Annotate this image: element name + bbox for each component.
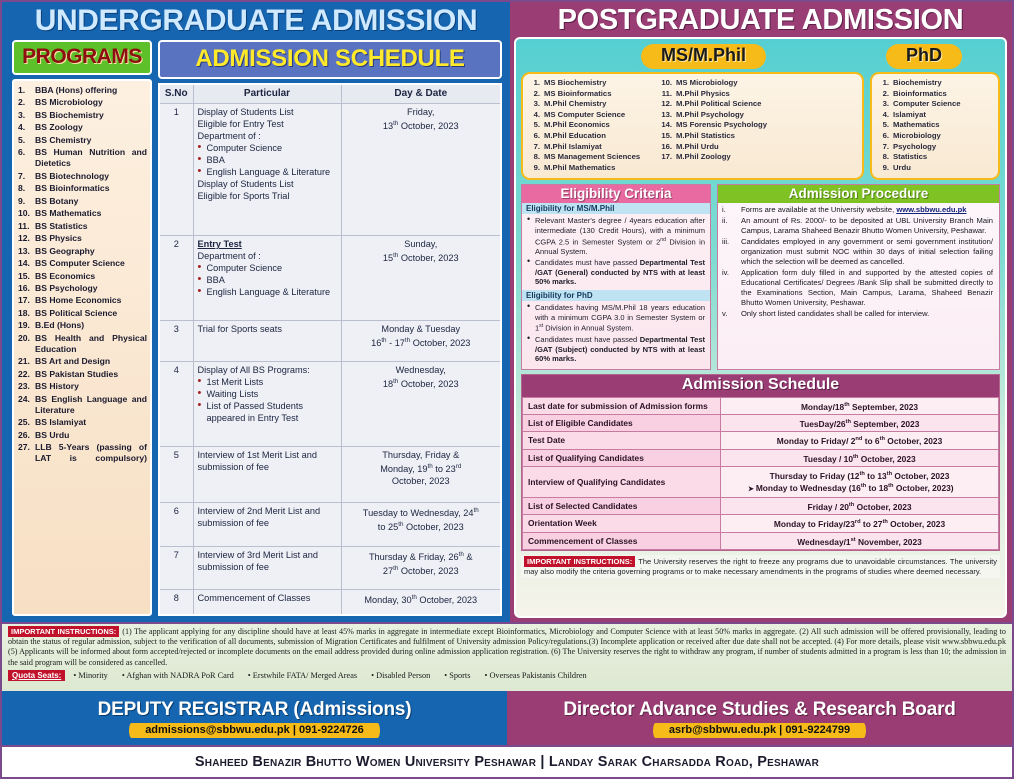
phd-program-item: 2. Bioinformatics xyxy=(882,88,947,98)
quota-item: • Disabled Person xyxy=(371,671,430,680)
schedule-item-date: Friday / 20th October, 2023 xyxy=(721,498,999,515)
postgraduate-note-text: The University reserves the right to freeze any programs due to unavoidable circumstances. The university may also modify the criteria governing programs or to make necessary amendments in the programs of studies where deemed necessary. xyxy=(524,556,997,576)
program-item xyxy=(18,122,147,133)
row-day-date: Tuesday to Wednesday, 24th to 25th October, 2023 xyxy=(341,503,501,546)
program-label: BS Botany xyxy=(35,195,79,206)
program-label: BBA (Hons) offering xyxy=(35,85,118,95)
ms-program-item: 4. MS Computer Science xyxy=(533,109,626,119)
table-row xyxy=(523,466,999,497)
program-item xyxy=(18,208,147,219)
quota-item: • Sports xyxy=(444,671,470,680)
table-row xyxy=(159,546,501,589)
program-item xyxy=(18,333,147,355)
program-label: BS Health and Physical Education xyxy=(35,332,147,354)
program-item xyxy=(18,356,147,367)
program-label: BS Physics xyxy=(35,233,82,244)
column-header: Particular xyxy=(193,84,341,104)
phd-programs-box xyxy=(870,72,1000,180)
table-row xyxy=(159,446,501,502)
schedule-item-label: Orientation Week xyxy=(523,515,721,532)
instructions-text: (1) The applicant applying for any discipline should have at least 45% marks in aggregate in intermediate except Bioinformatics, Microbiology and Computer Science with at least 50% marks in aggregate. (2) All such admission will be offered provisionally, leading to obtain the status of regular admission, subject to the verification of all documents, submission of Migration Certificates and fulfilment of University admission Policy/regulations.(3) Incomplete application or received after due date shall not be accepted. (4) For more details, please visit www.sbbwu.edu.pk (5) Applicants will be informed about form accepted/rejected or incomplete documents on the email address provided during online admission application registration. (6) The University reserves the right to withdraw any program, if number of students admitted in a program is less than 10; the admission in the said program will be considered as cancelled. xyxy=(8,627,1006,667)
schedule-item-label: Last date for submission of Admission forms xyxy=(523,398,721,415)
ms-program-item: 6. M.Phil Education xyxy=(533,130,606,140)
ms-program-item: 9. M.Phil Mathematics xyxy=(533,162,616,172)
eligibility-ms-list xyxy=(522,214,710,290)
phd-program-item: 4. Islamiyat xyxy=(882,109,926,119)
program-item xyxy=(18,246,147,257)
ms-program-item: 12. M.Phil Political Science xyxy=(661,99,762,109)
program-number: 25. xyxy=(18,417,30,428)
program-item xyxy=(18,147,147,169)
table-row xyxy=(159,589,501,615)
quota-items xyxy=(73,671,600,680)
university-address-bar xyxy=(0,747,1014,779)
quota-item: • Afghan with NADRA PoR Card xyxy=(122,671,234,680)
postgraduate-program-lists xyxy=(521,72,1000,180)
director-asrb-title: Director Advance Studies & Research Board xyxy=(563,698,956,720)
schedule-item-date: Thursday to Friday (12th to 13th October, 2023 ➤ Monday to Wednesday (16th to 18th October, 2023) xyxy=(721,466,999,497)
phd-program-item: 9. Urdu xyxy=(882,162,911,172)
program-item xyxy=(18,271,147,282)
row-particular: Entry Test Department of : • Computer Science • BBA • English Language & Literature xyxy=(193,236,341,321)
director-asrb-block xyxy=(507,691,1014,747)
table-row xyxy=(159,104,501,236)
program-number: 23. xyxy=(18,381,30,392)
degree-pills xyxy=(521,42,1000,70)
ms-program-item: 11. M.Phil Physics xyxy=(661,88,730,98)
row-serial: 8 xyxy=(159,589,193,615)
phd-program-item: 8. Statistics xyxy=(882,152,928,162)
university-address: Shaheed Benazir Bhutto Women University Peshawar | Landay Sarak Charsadda Road, Peshawar xyxy=(194,754,820,770)
postgraduate-panel xyxy=(510,0,1014,624)
program-item xyxy=(18,110,147,121)
program-item xyxy=(18,417,147,428)
procedure-item: iv. Application form duly filled in and supported by the attested copies of Educational Certificates/ Degrees /Bank Slip shall be submitted directly to the Examinations Section, Main Campus, Larama, Shaheed Benazir Bhutto Women University, Peshawar. xyxy=(722,268,993,308)
phd-programs-list xyxy=(878,78,992,173)
schedule-item-label: Interview of Qualifying Candidates xyxy=(523,466,721,497)
program-label: BS Mathematics xyxy=(35,208,102,219)
ms-program-item: 7. M.Phil Islamiyat xyxy=(533,141,602,151)
program-number: 17. xyxy=(18,295,30,306)
program-label: BS Political Science xyxy=(35,307,118,318)
row-particular: Commencement of Classes xyxy=(193,589,341,615)
procedure-heading: Admission Procedure xyxy=(718,185,999,203)
ms-program-item: 1. MS Biochemistry xyxy=(533,78,607,87)
program-item xyxy=(18,381,147,392)
schedule-item-label: List of Qualifying Candidates xyxy=(523,449,721,466)
row-day-date: Monday, 30th October, 2023 xyxy=(341,589,501,615)
quota-item: • Minority xyxy=(73,671,108,680)
eligibility-ms-subheading: Eligibility for MS/M.Phil xyxy=(522,203,710,214)
table-row xyxy=(159,236,501,321)
program-label: BS Zoology xyxy=(35,122,83,133)
program-label: BS Art and Design xyxy=(35,356,111,367)
table-header-row xyxy=(159,84,501,104)
program-item xyxy=(18,258,147,269)
program-item xyxy=(18,295,147,306)
program-label: BS Bioinformatics xyxy=(35,183,110,194)
deputy-registrar-title: DEPUTY REGISTRAR (Admissions) xyxy=(97,698,412,720)
program-number: 19. xyxy=(18,320,30,331)
program-number: 4. xyxy=(18,122,26,133)
program-item xyxy=(18,233,147,244)
program-label: BS English Language and Literature xyxy=(35,393,147,415)
program-item xyxy=(18,196,147,207)
table-row xyxy=(523,515,999,532)
program-label: BS Chemistry xyxy=(35,134,92,145)
program-number: 13. xyxy=(18,245,30,256)
ms-programs-column-2 xyxy=(661,78,856,173)
phd-program-item: 6. Microbiology xyxy=(882,130,941,140)
row-serial: 3 xyxy=(159,321,193,362)
program-item xyxy=(18,85,147,96)
eligibility-criteria-box xyxy=(521,184,711,370)
instructions-tag: IMPORTANT INSTRUCTIONS: xyxy=(8,626,119,637)
eligibility-phd-list xyxy=(522,301,710,367)
procedure-item: iii. Candidates employed in any government or semi government institution/ organization must submit NOC within 30 days of initial selection failing which the selection will be deemed as cancelled. xyxy=(722,237,993,267)
schedule-item-label: List of Eligible Candidates xyxy=(523,415,721,432)
ms-program-item: 8. MS Management Sciences xyxy=(533,152,641,162)
programs-column xyxy=(12,40,152,616)
program-label: BS Home Economics xyxy=(35,295,122,306)
program-label: LLB 5-Years (passing of LAT is compulsory) xyxy=(35,442,147,464)
schedule-heading-label: ADMISSION SCHEDULE xyxy=(195,45,465,72)
footer xyxy=(0,691,1014,747)
row-day-date: Wednesday, 18th October, 2023 xyxy=(341,361,501,446)
program-number: 2. xyxy=(18,97,26,108)
program-number: 10. xyxy=(18,208,30,219)
program-label: BS Biochemistry xyxy=(35,109,104,120)
program-number: 6. xyxy=(18,147,26,158)
eligibility-heading: Eligibility Criteria xyxy=(522,185,710,203)
schedule-item-label: List of Selected Candidates xyxy=(523,498,721,515)
row-particular: Interview of 2nd Merit List and submission of fee xyxy=(193,503,341,546)
table-row xyxy=(523,432,999,449)
schedule-heading xyxy=(158,40,502,79)
program-item xyxy=(18,171,147,182)
criteria-procedure-row xyxy=(521,184,1000,370)
row-particular: Interview of 1st Merit List and submission of fee xyxy=(193,446,341,502)
program-label: BS Geography xyxy=(35,245,95,256)
quota-seats-tag: Quota Seats: xyxy=(8,670,65,681)
schedule-item-date: Tuesday / 10th October, 2023 xyxy=(721,449,999,466)
eligibility-item: • Candidates must have passed Departmental Test /GAT (Subject) conducted by NTS with at least 60% marks. xyxy=(527,335,705,364)
program-label: BS Psychology xyxy=(35,282,98,293)
schedule-item-date: Monday to Friday/23rd to 27th October, 2023 xyxy=(721,515,999,532)
program-item xyxy=(18,221,147,232)
director-asrb-contact[interactable]: asrb@sbbwu.edu.pk | 091-9224799 xyxy=(653,723,866,738)
quota-item: • Overseas Pakistanis Children xyxy=(484,671,586,680)
ms-program-item: 3. M.Phil Chemistry xyxy=(533,99,607,109)
row-serial: 5 xyxy=(159,446,193,502)
program-number: 12. xyxy=(18,233,30,244)
program-item xyxy=(18,369,147,380)
phd-program-item: 5. Mathematics xyxy=(882,120,940,130)
instructions-paragraph xyxy=(8,627,1006,668)
schedule-item-date: Monday/18th September, 2023 xyxy=(721,398,999,415)
program-item xyxy=(18,394,147,416)
schedule-item-label: Commencement of Classes xyxy=(523,532,721,549)
eligibility-phd-subheading: Eligibility for PhD xyxy=(522,290,710,301)
programs-heading xyxy=(12,40,152,75)
row-particular: Interview of 3rd Merit List and submission of fee xyxy=(193,546,341,589)
ms-program-item: 15. M.Phil Statistics xyxy=(661,130,735,140)
program-number: 18. xyxy=(18,307,30,318)
postgraduate-inner xyxy=(514,37,1007,618)
postgraduate-schedule-table xyxy=(522,397,999,550)
eligibility-item: • Relevant Master's degree / 4years education after intermediate (130 Credit Hours), with a minimum CGPA 2.5 in Semester System or 2nd Division in Annual System. xyxy=(527,216,705,256)
program-number: 8. xyxy=(18,183,26,194)
row-day-date: Thursday, Friday & Monday, 19th to 23rd October, 2023 xyxy=(341,446,501,502)
procedure-list xyxy=(718,203,999,321)
ms-program-item: 13. M.Phil Psychology xyxy=(661,109,744,119)
program-item xyxy=(18,308,147,319)
ms-mphil-pill: MS/M.Phil xyxy=(641,44,766,69)
column-header: Day & Date xyxy=(341,84,501,104)
postgraduate-note-tag: IMPORTANT INSTRUCTIONS: xyxy=(524,556,635,567)
program-number: 5. xyxy=(18,134,26,145)
schedule-item-date: Monday to Friday/ 2nd to 6th October, 2023 xyxy=(721,432,999,449)
program-label: BS Islamiyat xyxy=(35,417,87,428)
program-item xyxy=(18,97,147,108)
program-number: 15. xyxy=(18,270,30,281)
row-particular: Trial for Sports seats xyxy=(193,321,341,362)
table-row xyxy=(523,449,999,466)
table-row xyxy=(159,503,501,546)
ms-programs-column-1 xyxy=(529,78,657,173)
postgraduate-title: POSTGRADUATE ADMISSION xyxy=(557,4,964,36)
program-label: BS Statistics xyxy=(35,220,88,231)
program-number: 9. xyxy=(18,195,26,206)
deputy-registrar-block xyxy=(0,691,507,747)
deputy-registrar-contact[interactable]: admissions@sbbwu.edu.pk | 091-9224726 xyxy=(129,723,380,738)
phd-program-item: 1. Biochemistry xyxy=(882,78,942,87)
row-day-date: Friday, 13th October, 2023 xyxy=(341,104,501,236)
phd-pill: PhD xyxy=(886,44,962,69)
program-number: 11. xyxy=(18,220,30,231)
undergraduate-title: UNDERGRADUATE ADMISSION xyxy=(34,4,478,37)
program-label: BS Urdu xyxy=(35,429,70,440)
program-item xyxy=(18,320,147,331)
row-particular: Display of All BS Programs: • 1st Merit Lists • Waiting Lists • List of Passed Students appeared in Entry Test xyxy=(193,361,341,446)
program-number: 16. xyxy=(18,282,30,293)
row-serial: 2 xyxy=(159,236,193,321)
program-item xyxy=(18,283,147,294)
program-item xyxy=(18,442,147,464)
column-header: S.No xyxy=(159,84,193,104)
row-day-date: Thursday & Friday, 26th & 27th October, 2023 xyxy=(341,546,501,589)
quota-item: • Erstwhile FATA/ Merged Areas xyxy=(248,671,357,680)
program-label: B.Ed (Hons) xyxy=(35,320,85,331)
program-number: 21. xyxy=(18,356,30,367)
eligibility-item: • Candidates having MS/M.Phil 18 years education with a minimum CGPA 3.0 in Semester System or 1st Division in Annual System. xyxy=(527,303,705,333)
program-number: 24. xyxy=(18,393,30,404)
quota-seats-row xyxy=(8,670,1006,681)
row-day-date: Sunday, 15th October, 2023 xyxy=(341,236,501,321)
admission-procedure-box xyxy=(717,184,1000,370)
postgraduate-note xyxy=(521,555,1000,579)
program-item xyxy=(18,183,147,194)
row-serial: 6 xyxy=(159,503,193,546)
postgraduate-schedule-heading: Admission Schedule xyxy=(522,375,999,397)
table-row xyxy=(159,361,501,446)
program-number: 3. xyxy=(18,109,26,120)
schedule-item-date: TuesDay/26th September, 2023 xyxy=(721,415,999,432)
schedule-item-label: Test Date xyxy=(523,432,721,449)
table-row xyxy=(523,398,999,415)
program-number: 22. xyxy=(18,368,30,379)
table-row xyxy=(523,532,999,549)
program-label: BS Computer Science xyxy=(35,258,125,269)
table-row xyxy=(523,498,999,515)
row-day-date: Monday & Tuesday 16th - 17th October, 2023 xyxy=(341,321,501,362)
procedure-item: v. Only short listed candidates shall be called for interview. xyxy=(722,309,930,319)
phd-program-item: 3. Computer Science xyxy=(882,99,961,109)
program-number: 7. xyxy=(18,170,26,181)
program-label: BS Microbiology xyxy=(35,97,103,108)
programs-list xyxy=(12,79,152,616)
program-number: 14. xyxy=(18,258,30,269)
phd-program-item: 7. Psychology xyxy=(882,141,937,151)
important-instructions-band xyxy=(0,624,1014,691)
program-label: BS History xyxy=(35,381,79,392)
table-row xyxy=(523,415,999,432)
procedure-item: ii. An amount of Rs. 2000/- to be deposited at UBL University Branch Main Campus, Larama Shaheed Benazir Bhutto Women University, Peshawar. xyxy=(722,216,993,236)
row-serial: 1 xyxy=(159,104,193,236)
undergraduate-schedule-table xyxy=(158,83,502,616)
ms-program-item: 2. MS Bioinformatics xyxy=(533,88,612,98)
undergraduate-body xyxy=(6,38,506,618)
row-particular: Display of Students List Eligible for Entry Test Department of : • Computer Science • BBA • English Language & Literature Display of Students List Eligible for Sports Trial xyxy=(193,104,341,236)
program-item xyxy=(18,430,147,441)
row-serial: 4 xyxy=(159,361,193,446)
program-item xyxy=(18,135,147,146)
program-number: 20. xyxy=(18,332,30,343)
program-label: BS Economics xyxy=(35,270,96,281)
row-serial: 7 xyxy=(159,546,193,589)
ms-program-item: 10. MS Microbiology xyxy=(661,78,738,87)
programs-heading-label: PROGRAMS xyxy=(22,45,142,68)
ms-program-item: 16. M.Phil Urdu xyxy=(661,141,719,151)
ms-program-item: 14. MS Forensic Psychology xyxy=(661,120,767,130)
eligibility-item: • Candidates must have passed Departmental Test /GAT (General) conducted by NTS with at least 50% marks. xyxy=(527,258,705,287)
postgraduate-schedule xyxy=(521,374,1000,551)
procedure-item: i. Forms are available at the University website, www.sbbwu.edu.pk xyxy=(722,205,967,215)
undergraduate-panel xyxy=(0,0,510,624)
ms-program-item: 17. M.Phil Zoology xyxy=(661,152,731,162)
program-label: BS Human Nutrition and Dietetics xyxy=(35,147,147,169)
program-number: 27. xyxy=(18,442,30,453)
program-label: BS Pakistan Studies xyxy=(35,368,119,379)
schedule-item-date: Wednesday/1st November, 2023 xyxy=(721,532,999,549)
ms-programs-box xyxy=(521,72,864,180)
ms-program-item: 5. M.Phil Economics xyxy=(533,120,610,130)
program-number: 1. xyxy=(18,85,26,95)
table-row xyxy=(159,321,501,362)
program-label: BS Biotechnology xyxy=(35,170,110,181)
program-number: 26. xyxy=(18,429,30,440)
schedule-column xyxy=(158,40,502,616)
